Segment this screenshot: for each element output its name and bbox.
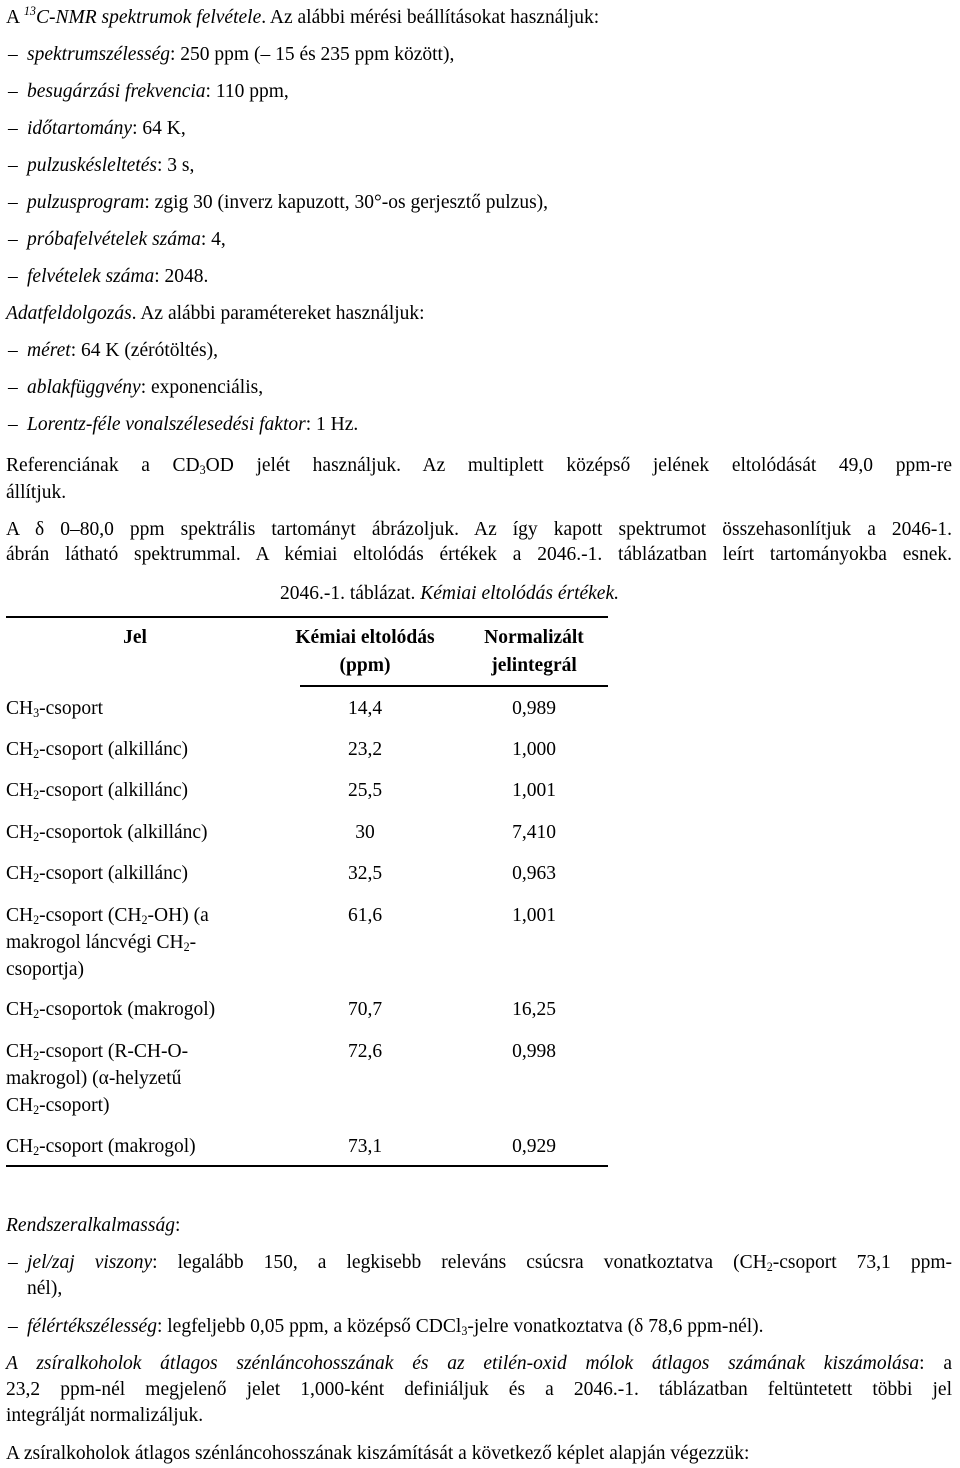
integral-value: 16,25: [512, 999, 556, 1020]
table-row: $CH_3$-csoport: [6, 698, 104, 721]
calc-formula-intro: A zsíralkoholok átlagos szénláncohosszának kiszámítását a következő képlet alapján végezzük:: [6, 1443, 750, 1464]
calc-paragraph-line3: integrálját normalizáljuk.: [6, 1405, 204, 1426]
settings-item: pulzuskésleltetés: 3 s,: [27, 155, 195, 176]
settings-item: besugárzási frekvencia: 110 ppm,: [27, 81, 289, 102]
table-row: $CH_2$-csoport $(CH_2-OH)$ (a makrogol láncvégi $CH_2-$ csoportja): [6, 905, 209, 980]
settings-item: időtartomány: 64 K,: [27, 118, 186, 139]
processing-item: ablakfüggvény: exponenciális,: [27, 377, 264, 398]
shift-value: 30: [355, 822, 375, 843]
integral-value: 0,989: [512, 698, 556, 719]
header-integral: Normalizált jelintegrál: [484, 627, 584, 676]
suitability-item-fwhm: félértékszélesség: legfeljebb 0,05 ppm, a középső CDCl$_3$-jelre vonatkoztatva (δ 78,6 ppm-nél).: [27, 1316, 764, 1339]
table-row: $CH_2$-csoport (alkillánc): [6, 739, 189, 762]
suitability-item-snr: jel/zaj viszony: legalább 150, a legkisebb releváns csúcsra vonatkoztatva ($CH_2$-csoport 73,1 ppm-: [27, 1252, 952, 1275]
shift-value: 32,5: [347, 863, 383, 884]
processing-item: Lorentz-féle vonalszélesedési faktor: 1 Hz.: [27, 414, 359, 435]
integral-value: 1,001: [512, 780, 556, 801]
table-top-rule: [6, 616, 608, 618]
table-row: $CH_2$-csoportok (makrogol): [6, 999, 216, 1022]
table-row: $CH_2$-csoport (makrogol): [6, 1136, 196, 1159]
shift-value: 25,5: [347, 780, 383, 801]
shift-value: 73,1: [347, 1136, 383, 1157]
table-bottom-rule: [6, 1165, 608, 1167]
suitability-heading: Rendszeralkalmasság:: [6, 1215, 181, 1236]
header-shift: Kémiai eltolódás (ppm): [295, 627, 435, 676]
integral-value: 0,998: [512, 1041, 556, 1062]
table-row: $CH_2$-csoportok (alkillánc): [6, 822, 208, 845]
integral-value: 1,001: [512, 905, 556, 926]
processing-heading: Adatfeldolgozás. Az alábbi paramétereket használjuk:: [6, 303, 425, 324]
reference-paragraph-end: állítjuk.: [6, 482, 67, 503]
shift-value: 14,4: [347, 698, 383, 719]
shift-value: 61,6: [347, 905, 383, 926]
intro-line: A $^{13}$C-NMR spektrumok felvétele. Az alábbi mérési beállításokat használjuk:: [6, 4, 600, 28]
integral-value: 1,000: [512, 739, 556, 760]
table-row: $CH_2$-csoport (alkillánc): [6, 780, 189, 803]
shift-value: 70,7: [347, 999, 383, 1020]
range-paragraph: A δ 0–80,0 ppm spektrális tartományt ábrázoljuk. Az így kapott spektrumot összehasonlítjuk a 2046-1.: [6, 519, 952, 540]
integral-value: 0,929: [512, 1136, 556, 1157]
integral-value: 7,410: [512, 822, 556, 843]
table-header-rule: [300, 685, 608, 687]
settings-item: spektrumszélesség: 250 ppm (– 15 és 235 ppm között),: [27, 44, 455, 65]
shift-value: 72,6: [347, 1041, 383, 1062]
calc-paragraph-line2: 23,2 ppm-nél megjelenő jelet 1,000-ként definiáljuk és a 2046.-1. táblázatban feltüntetett többi jel: [6, 1379, 952, 1400]
calc-paragraph: A zsíralkoholok átlagos szénláncohosszának és az etilén-oxid mólok átlagos számának kiszámolása: a: [6, 1353, 953, 1374]
processing-item: méret: 64 K (zérótöltés),: [27, 340, 218, 361]
settings-item: pulzusprogram: zgig 30 (inverz kapuzott, 30°-os gerjesztő pulzus),: [27, 192, 549, 213]
header-signal: Jel: [123, 627, 147, 648]
integral-value: 0,963: [512, 863, 556, 884]
reference-paragraph: Referenciának a $CD_3OD$ jelét használjuk. Az multiplett középső jelének eltolódását 49,0 ppm-re: [6, 455, 953, 478]
table-row: $CH_2$-csoport (alkillánc): [6, 863, 189, 886]
table-caption: 2046.-1. táblázat. Kémiai eltolódás értékek.: [280, 583, 619, 604]
settings-item: próbafelvételek száma: 4,: [27, 229, 226, 250]
suitability-item-snr-end: nél),: [27, 1278, 63, 1299]
shift-value: 23,2: [347, 739, 383, 760]
table-row: $CH_2$-csoport (R-CH-O- makrogol) (α-helyzetű $CH_2-csoport$): [6, 1041, 189, 1118]
settings-item: felvételek száma: 2048.: [27, 266, 209, 287]
range-paragraph-line2: ábrán látható spektrummal. A kémiai eltolódás értékek a 2046.-1. táblázatban leírt tartományokba esnek.: [6, 544, 952, 565]
